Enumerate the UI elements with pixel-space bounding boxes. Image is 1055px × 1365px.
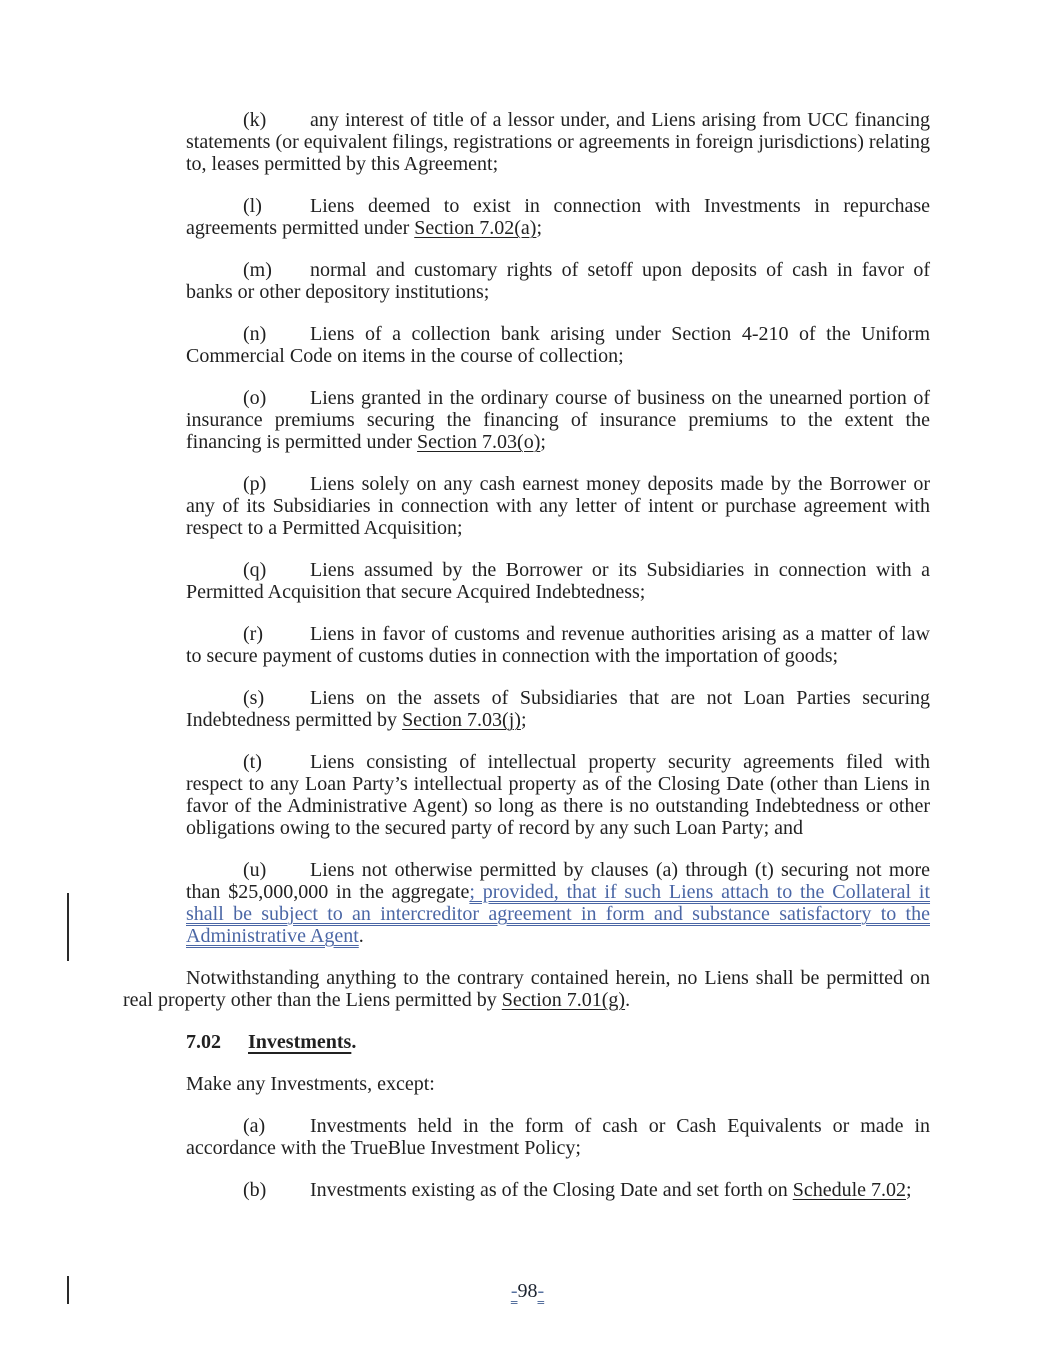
text-segment: ; (906, 1179, 912, 1201)
clause-l (186, 195, 930, 239)
clause-a (186, 1115, 930, 1159)
clause-n-label: (n) (243, 323, 267, 345)
clause-b-label: (b) (243, 1179, 267, 1201)
section-reference: Schedule 7.02 (792, 1179, 907, 1201)
clause-a-label: (a) (243, 1115, 266, 1137)
section-reference: Section 7.02(a) (414, 217, 537, 239)
text-segment: . (351, 1031, 357, 1053)
clause-q-label: (q) (243, 559, 267, 581)
paragraph-notwithstanding (123, 967, 930, 1011)
page-number-left-dash: - (510, 1280, 518, 1302)
section-heading-7-02 (186, 1031, 930, 1053)
clause-k-label: (k) (243, 109, 267, 131)
clause-p-label: (p) (243, 473, 267, 495)
clause-u (186, 859, 930, 947)
text-segment: Investments existing as of the Closing Date and set forth on (310, 1179, 793, 1201)
text-segment: Make any Investments, except: (186, 1073, 435, 1095)
text-segment: normal and customary rights of setoff upon deposits of cash in favor of banks or other depository institutions; (186, 259, 930, 303)
section-title: Investments (248, 1031, 352, 1053)
text-segment: Liens assumed by the Borrower or its Subsidiaries in connection with a Permitted Acquisition that secure Acquired Indebtedness; (186, 559, 930, 603)
clause-t (186, 751, 930, 839)
clause-t-label: (t) (243, 751, 262, 773)
text-segment: Liens consisting of intellectual property security agreements filed with respect to any Loan Party’s intellectual property as of the Closing Date (other than Liens in favor of the Administrative Agent) so long as there is no outstanding Indebtedness or other obligations owing to the secured party of record by any such Loan Party; and (186, 751, 930, 839)
text-segment: ; (520, 709, 527, 731)
clause-r-label: (r) (243, 623, 263, 645)
page-number: 98 (517, 1280, 538, 1302)
section-reference: Section 7.03(o) (417, 431, 541, 453)
text-segment: Liens deemed to exist in connection with Investments in repurchase agreements permitted under (186, 195, 930, 239)
clause-q (186, 559, 930, 603)
inserted-redline-text: ; provided, that if such Liens attach to the Collateral it shall be subject to an intercreditor agreement in form and substance satisfactory to the Administrative Agent (186, 881, 931, 947)
text-segment: Liens in favor of customs and revenue authorities arising as a matter of law to secure payment of customs duties in connection with the importation of goods; (186, 623, 930, 667)
clause-o-label: (o) (243, 387, 267, 409)
text-segment: any interest of title of a lessor under, and Liens arising from UCC financing statements (or equivalent filings, registrations or agreements in foreign jurisdictions) relating to, leases permitted by this Agreement; (186, 109, 930, 175)
text-segment: Liens solely on any cash earnest money deposits made by the Borrower or any of its Subsidiaries in connection with any letter of intent or purchase agreement with respect to a Permitted Acquisition; (186, 473, 930, 539)
text-segment: Notwithstanding anything to the contrary contained herein, no Liens shall be permitted on real property other than the Liens permitted by (123, 967, 930, 1011)
section-reference: Section 7.01(g) (501, 989, 626, 1011)
text-segment: Liens of a collection bank arising under Section 4-210 of the Uniform Commercial Code on items in the course of collection; (186, 323, 930, 367)
revision-change-bar (67, 893, 69, 961)
clause-p (186, 473, 930, 539)
clause-u-label: (u) (243, 859, 267, 881)
text-segment: Liens not otherwise permitted by clauses (a) through (t) securing not more than $25,000,000 in the aggregate (186, 859, 930, 903)
page-number-right-dash: - (537, 1280, 545, 1302)
clause-n (186, 323, 930, 367)
section-heading-7-02-label: 7.02 (186, 1031, 221, 1053)
text-segment: . (625, 989, 631, 1011)
clause-s-label: (s) (243, 687, 265, 709)
clause-o (186, 387, 930, 453)
text-segment: . (358, 925, 364, 947)
page-footer (0, 1280, 1055, 1302)
section-reference: Section 7.03(j) (402, 709, 521, 731)
clause-m-label: (m) (243, 259, 272, 281)
text-segment: Investments held in the form of cash or Cash Equivalents or made in accordance with the TrueBlue Investment Policy; (186, 1115, 930, 1159)
clause-s (186, 687, 930, 731)
clause-m (186, 259, 930, 303)
clause-r (186, 623, 930, 667)
paragraph-make-investments (123, 1073, 930, 1095)
clause-b (186, 1179, 930, 1201)
text-segment: Liens granted in the ordinary course of business on the unearned portion of insurance premiums securing the financing of insurance premiums to the extent the financing is permitted under (186, 387, 930, 453)
clause-k (186, 109, 930, 175)
text-segment: ; (536, 217, 542, 239)
text-segment: ; (540, 431, 546, 453)
document-content (123, 109, 930, 1221)
clause-l-label: (l) (243, 195, 262, 217)
text-segment: Liens on the assets of Subsidiaries that are not Loan Parties securing Indebtedness permitted by (186, 687, 930, 731)
